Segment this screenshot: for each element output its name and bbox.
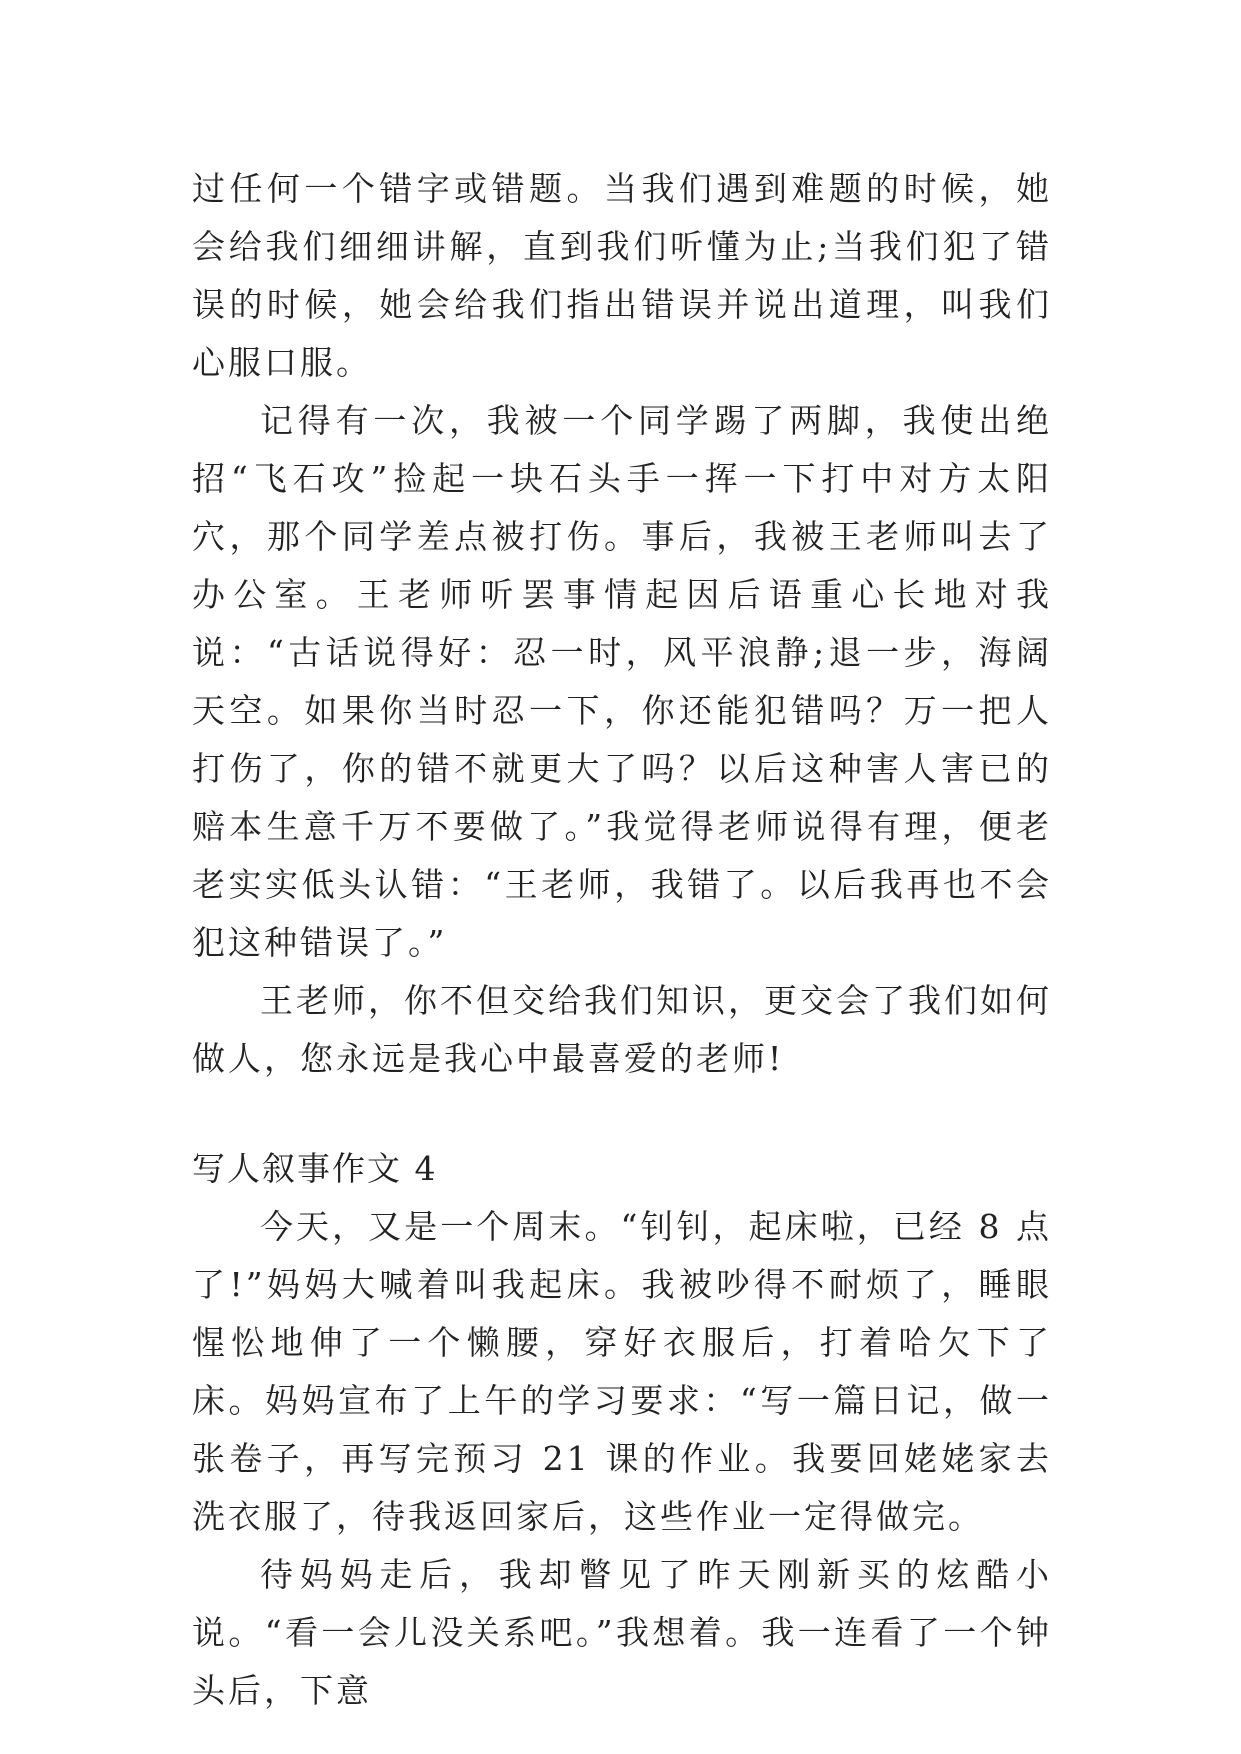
paragraph-continued: 过任何一个错字或错题。当我们遇到难题的时候，她会给我们细细讲解，直到我们听懂为止;当我们犯了错误的时候，她会给我们指出错误并说出道理，叫我们心服口服。 <box>192 169 1052 382</box>
paragraph-memory: 记得有一次，我被一个同学踢了两脚，我使出绝招“飞石攻”捡起一块石头手一挥一下打中对方太阳穴，那个同学差点被打伤。事后，我被王老师叫去了办公室。王老师听罢事情起因后语重心长地对我说：“古话说得好：忍一时，风平浪静;退一步，海阔天空。如果你当时忍一下，你还能犯错吗？万一把人打伤了，你的错不就更大了吗？以后这种害人害已的赔本生意千万不要做了。”我觉得老师说得有理，便老老实实低头认错：“王老师，我错了。以后我再也不会犯这种错误了。” <box>192 401 1052 962</box>
document-body <box>192 160 1052 1720</box>
paragraph-closing: 王老师，你不但交给我们知识，更交会了我们如何做人，您永远是我心中最喜爱的老师! <box>192 981 1052 1078</box>
paragraph-novel: 待妈妈走后，我却瞥见了昨天刚新买的炫酷小说。“看一会儿没关系吧。”我想着。我一连看了一个钟头后，下意 <box>192 1555 1052 1710</box>
section-heading: 写人叙事作文 4 <box>192 1149 438 1188</box>
paragraph-weekend: 今天，又是一个周末。“钊钊，起床啦，已经 8 点了!”妈妈大喊着叫我起床。我被吵得不耐烦了，睡眼惺忪地伸了一个懒腰，穿好衣服后，打着哈欠下了床。妈妈宣布了上午的学习要求：“写一篇日记，做一张卷子，再写完预习 21 课的作业。我要回姥姥家去洗衣服了，待我返回家后，这些作业一定得做完。 <box>192 1207 1052 1536</box>
